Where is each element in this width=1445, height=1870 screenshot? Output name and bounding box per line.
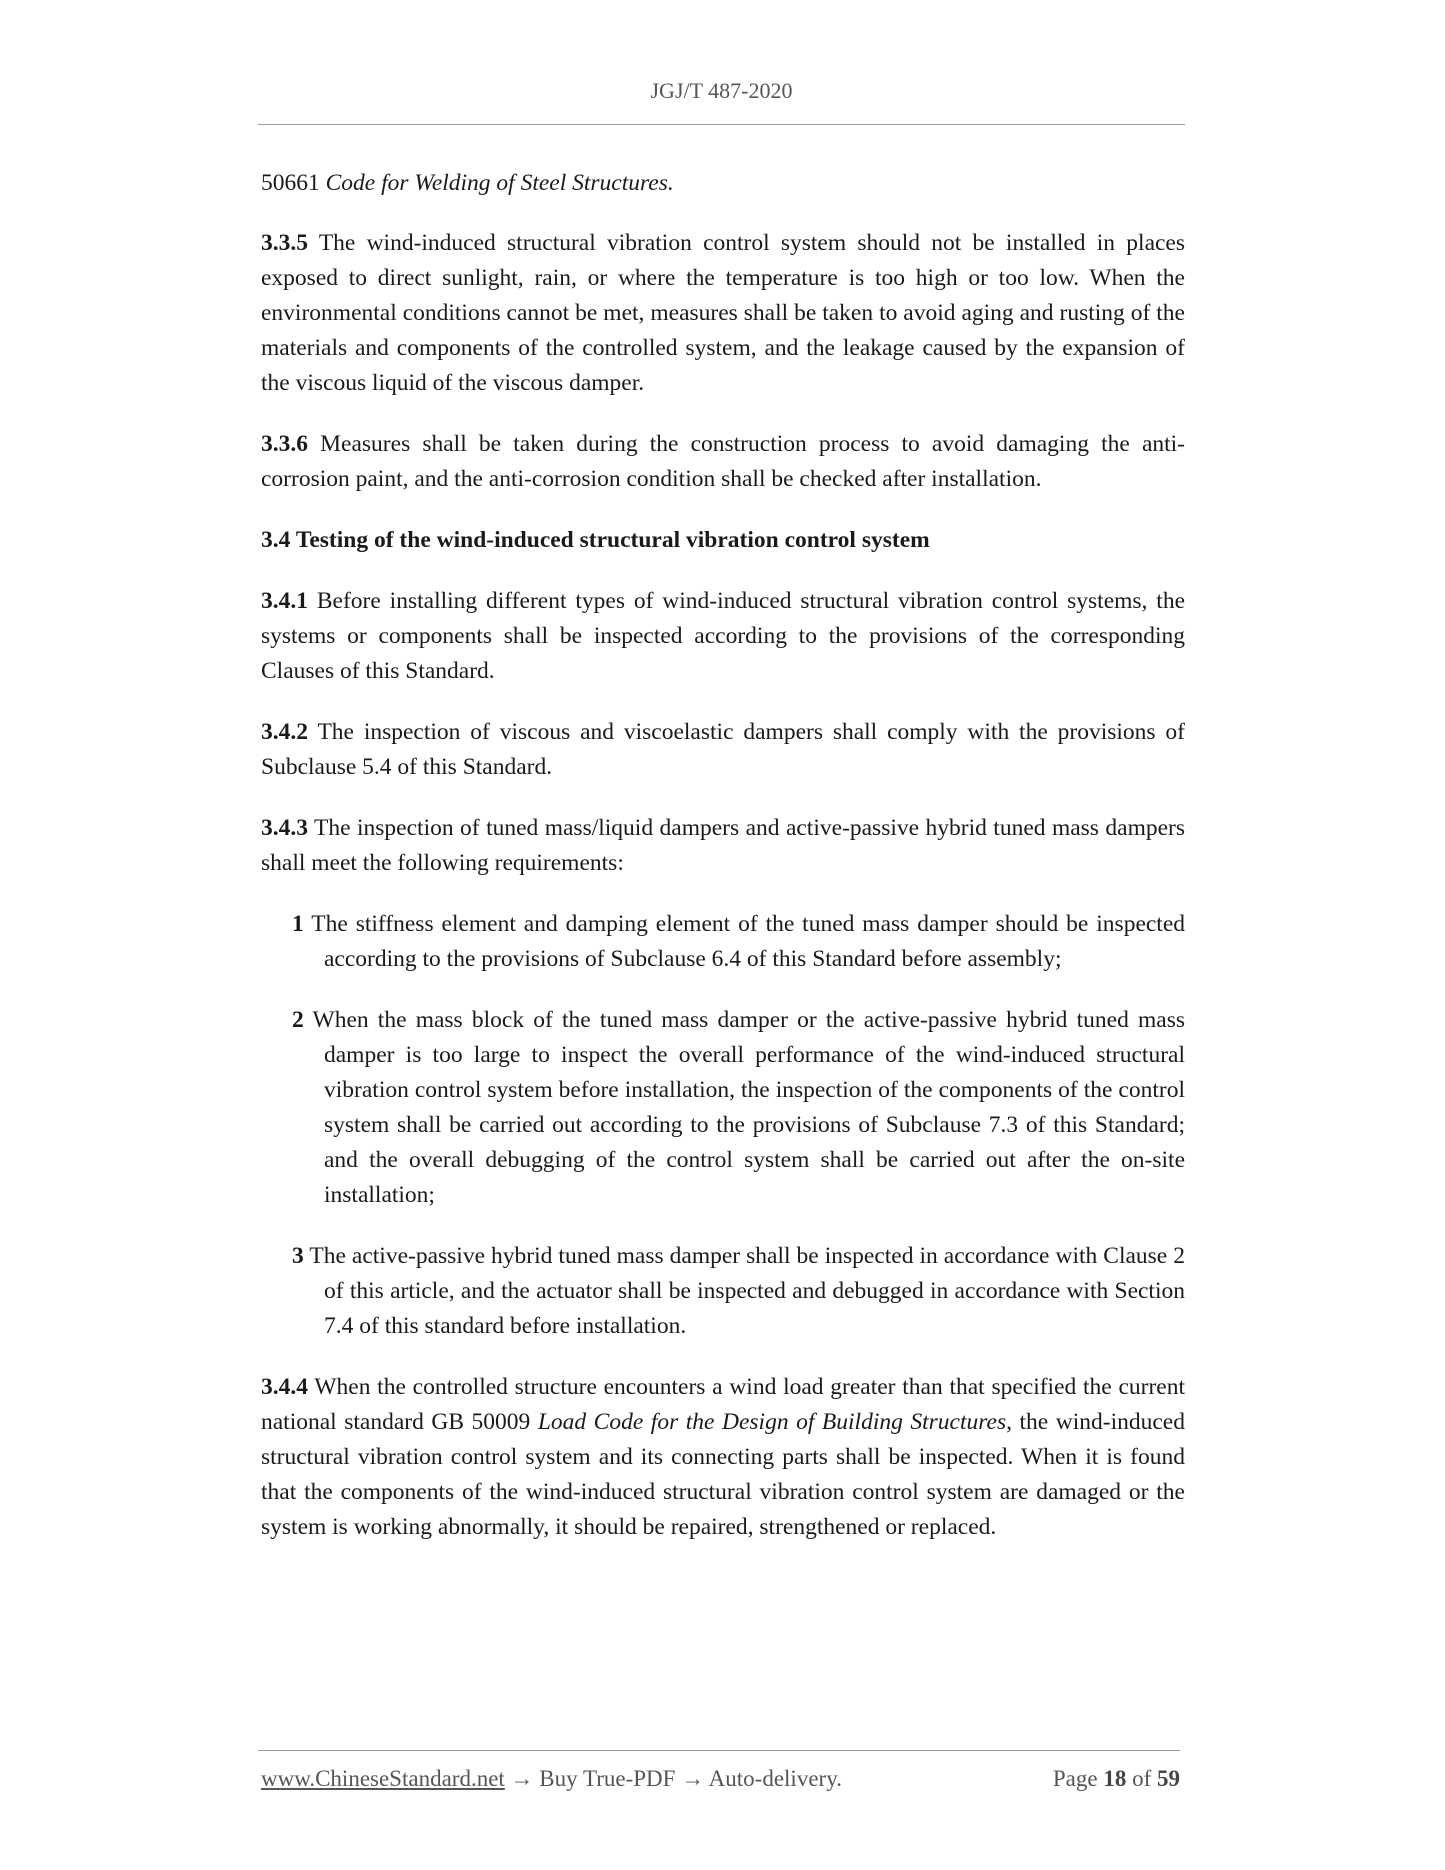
clause-3-4-3 bbox=[261, 811, 1185, 881]
standard-code: 50661 bbox=[261, 170, 320, 196]
clause-text: The inspection of tuned mass/liquid dampers and active-passive hybrid tuned mass dampers shall meet the following requirements: bbox=[261, 815, 1186, 876]
arrow-right-icon: → bbox=[510, 1766, 534, 1791]
standard-title: Code for Welding of Steel Structures. bbox=[325, 170, 674, 196]
running-header: JGJ/T 487-2020 bbox=[650, 78, 793, 103]
page-label: Page bbox=[1052, 1766, 1098, 1791]
current-page: 18 bbox=[1103, 1766, 1127, 1791]
item-text: The stiffness element and damping element of the tuned mass damper should be inspected according to the provisions of Subclause 6.4 of this Standard before assembly; bbox=[311, 911, 1186, 972]
of-label: of bbox=[1132, 1766, 1152, 1791]
clause-3-3-5 bbox=[261, 226, 1185, 401]
header-divider bbox=[258, 124, 1185, 125]
footer-divider bbox=[258, 1750, 1180, 1751]
clause-text-continued: , the wind-induced structural vibration control system and its connecting parts shall be inspected. When it is found that the components of the wind-induced structural vibration control system are damaged or the system is working abnormally, it should be repaired, strengthened or replaced. bbox=[261, 1409, 1185, 1540]
clause-number: 3.3.5 bbox=[261, 230, 308, 256]
arrow-right-icon: → bbox=[681, 1766, 705, 1791]
clause-text: Before installing different types of wind-induced structural vibration control systems, the systems or components shall be inspected according to the provisions of the corresponding Clauses of this Standard. bbox=[261, 588, 1186, 684]
page-body bbox=[261, 166, 1185, 1571]
clause-number: 3.3.6 bbox=[261, 431, 308, 457]
buy-pdf-text: Buy True-PDF bbox=[539, 1766, 676, 1791]
clause-number: 3.4.4 bbox=[261, 1374, 308, 1400]
clause-number: 3.4.2 bbox=[261, 719, 308, 745]
website-link[interactable]: www.ChineseStandard.net bbox=[261, 1766, 505, 1791]
item-number: 1 bbox=[292, 911, 304, 937]
clause-text: When the controlled structure encounters a wind load greater than that specified the current national standard GB 50009 bbox=[261, 1374, 1186, 1435]
clause-3-3-6 bbox=[261, 427, 1185, 497]
item-number: 2 bbox=[292, 1007, 304, 1033]
clause-3-4-1 bbox=[261, 584, 1185, 689]
footer-promo bbox=[261, 1766, 842, 1792]
item-text: When the mass block of the tuned mass damper or the active-passive hybrid tuned mass damper is too large to inspect the overall performance of the wind-induced structural vibration control system before installation, the inspection of the components of the control system shall be carried out according to the provisions of Subclause 7.3 of this Standard; and the overall debugging of the control system shall be carried out after the on-site installation; bbox=[312, 1007, 1185, 1208]
section-heading: 3.4 Testing of the wind-induced structural vibration control system bbox=[261, 527, 930, 553]
clause-number: 3.4.3 bbox=[261, 815, 308, 841]
item-number: 3 bbox=[292, 1243, 304, 1269]
continuation-paragraph bbox=[261, 166, 1185, 201]
delivery-text: Auto-delivery. bbox=[708, 1766, 842, 1791]
page-number bbox=[1053, 1766, 1180, 1792]
total-pages: 59 bbox=[1157, 1766, 1180, 1791]
list-item bbox=[261, 1003, 1185, 1213]
list-item bbox=[261, 1239, 1185, 1344]
clause-number: 3.4.1 bbox=[261, 588, 308, 614]
clause-text: Measures shall be taken during the construction process to avoid damaging the anti-corrosion paint, and the anti-corrosion condition shall be checked after installation. bbox=[261, 431, 1186, 492]
clause-3-4-2 bbox=[261, 715, 1185, 785]
referenced-standard-title: Load Code for the Design of Building Structures bbox=[537, 1409, 1007, 1435]
clause-3-4-4 bbox=[261, 1370, 1185, 1545]
clause-text: The inspection of viscous and viscoelastic dampers shall comply with the provisions of Subclause 5.4 of this Standard. bbox=[261, 719, 1185, 780]
list-item bbox=[261, 907, 1185, 977]
item-text: The active-passive hybrid tuned mass damper shall be inspected in accordance with Clause 2 of this article, and the actuator shall be inspected and debugged in accordance with Section 7.4 of this standard before installation. bbox=[309, 1243, 1186, 1339]
clause-text: The wind-induced structural vibration control system should not be installed in places exposed to direct sunlight, rain, or where the temperature is too high or too low. When the environmental conditions cannot be met, measures shall be taken to avoid aging and rusting of the materials and components of the controlled system, and the leakage caused by the expansion of the viscous liquid of the viscous damper. bbox=[261, 230, 1186, 396]
